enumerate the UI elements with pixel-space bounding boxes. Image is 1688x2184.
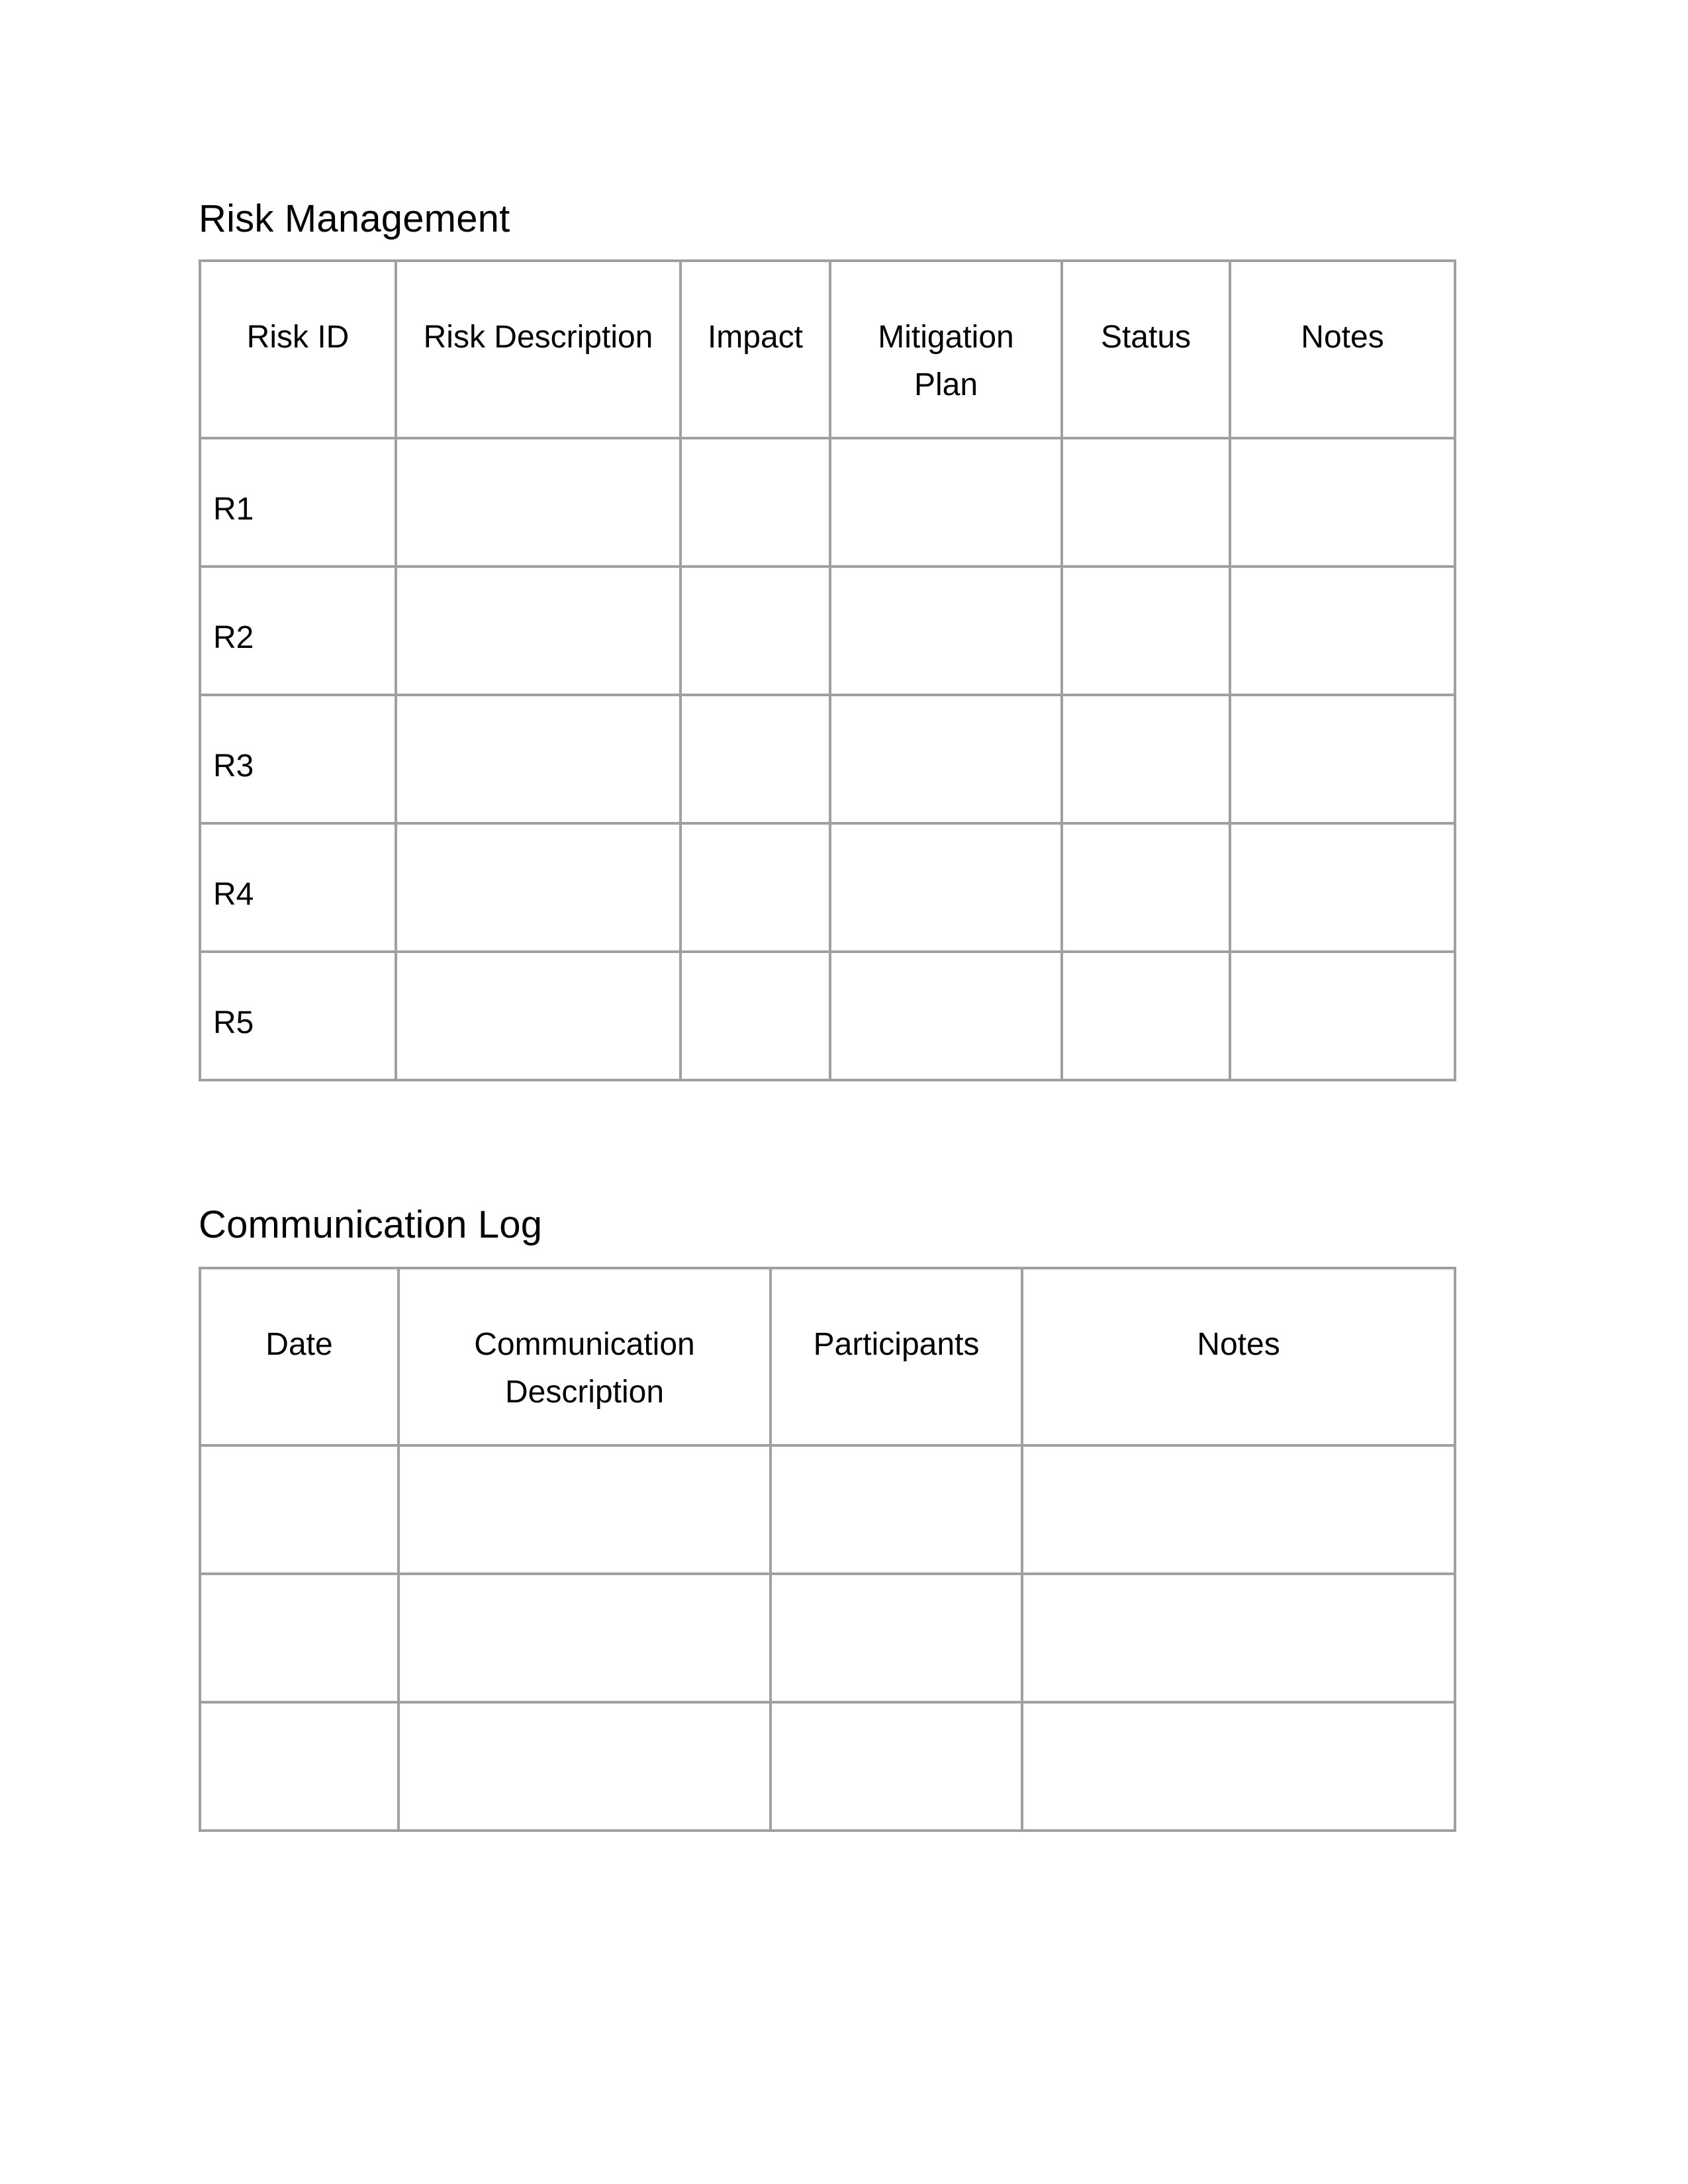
- communication-description-cell[interactable]: [399, 1445, 771, 1574]
- impact-cell[interactable]: [680, 823, 830, 952]
- header-mitigation-plan: Mitigation Plan: [830, 261, 1062, 438]
- table-row: [200, 1445, 1455, 1574]
- impact-cell[interactable]: [680, 438, 830, 567]
- risk-description-cell[interactable]: [396, 823, 680, 952]
- risk-description-cell[interactable]: [396, 952, 680, 1080]
- risk-description-cell[interactable]: [396, 695, 680, 823]
- impact-cell[interactable]: [680, 695, 830, 823]
- mitigation-plan-cell[interactable]: [830, 438, 1062, 567]
- notes-cell[interactable]: [1230, 438, 1455, 567]
- header-risk-id: Risk ID: [200, 261, 396, 438]
- header-date: Date: [200, 1268, 399, 1445]
- impact-cell[interactable]: [680, 952, 830, 1080]
- header-notes: Notes: [1022, 1268, 1455, 1445]
- mitigation-plan-cell[interactable]: [830, 567, 1062, 695]
- date-cell[interactable]: [200, 1574, 399, 1702]
- risk-description-cell[interactable]: [396, 438, 680, 567]
- communication-log-title: Communication Log: [199, 1203, 543, 1246]
- notes-cell[interactable]: [1022, 1574, 1455, 1702]
- risk-id-cell[interactable]: R2: [200, 567, 396, 695]
- table-row: [200, 438, 1455, 567]
- communication-description-cell[interactable]: [399, 1574, 771, 1702]
- status-cell[interactable]: [1062, 438, 1230, 567]
- participants-cell[interactable]: [771, 1445, 1022, 1574]
- status-cell[interactable]: [1062, 695, 1230, 823]
- notes-cell[interactable]: [1230, 952, 1455, 1080]
- table-row: [200, 1702, 1455, 1831]
- mitigation-plan-cell[interactable]: [830, 695, 1062, 823]
- risk-management-title: Risk Management: [199, 197, 510, 240]
- date-cell[interactable]: [200, 1702, 399, 1831]
- table-row: [200, 823, 1455, 952]
- notes-cell[interactable]: [1022, 1702, 1455, 1831]
- participants-cell[interactable]: [771, 1702, 1022, 1831]
- table-row: [200, 952, 1455, 1080]
- participants-cell[interactable]: [771, 1574, 1022, 1702]
- header-participants: Participants: [771, 1268, 1022, 1445]
- table-header-row: [200, 261, 1455, 438]
- header-impact: Impact: [680, 261, 830, 438]
- impact-cell[interactable]: [680, 567, 830, 695]
- date-cell[interactable]: [200, 1445, 399, 1574]
- mitigation-plan-cell[interactable]: [830, 952, 1062, 1080]
- status-cell[interactable]: [1062, 823, 1230, 952]
- notes-cell[interactable]: [1230, 695, 1455, 823]
- header-risk-description: Risk Description: [396, 261, 680, 438]
- notes-cell[interactable]: [1230, 567, 1455, 695]
- risk-id-cell[interactable]: R1: [200, 438, 396, 567]
- header-notes: Notes: [1230, 261, 1455, 438]
- mitigation-plan-cell[interactable]: [830, 823, 1062, 952]
- status-cell[interactable]: [1062, 567, 1230, 695]
- table-row: [200, 567, 1455, 695]
- status-cell[interactable]: [1062, 952, 1230, 1080]
- header-communication-description: Communication Description: [399, 1268, 771, 1445]
- risk-id-cell[interactable]: R3: [200, 695, 396, 823]
- communication-log-table: [199, 1267, 1456, 1832]
- risk-management-table: [199, 259, 1456, 1081]
- table-row: [200, 1574, 1455, 1702]
- communication-description-cell[interactable]: [399, 1702, 771, 1831]
- table-row: [200, 695, 1455, 823]
- risk-id-cell[interactable]: R4: [200, 823, 396, 952]
- notes-cell[interactable]: [1230, 823, 1455, 952]
- notes-cell[interactable]: [1022, 1445, 1455, 1574]
- header-status: Status: [1062, 261, 1230, 438]
- table-header-row: [200, 1268, 1455, 1445]
- risk-description-cell[interactable]: [396, 567, 680, 695]
- risk-id-cell[interactable]: R5: [200, 952, 396, 1080]
